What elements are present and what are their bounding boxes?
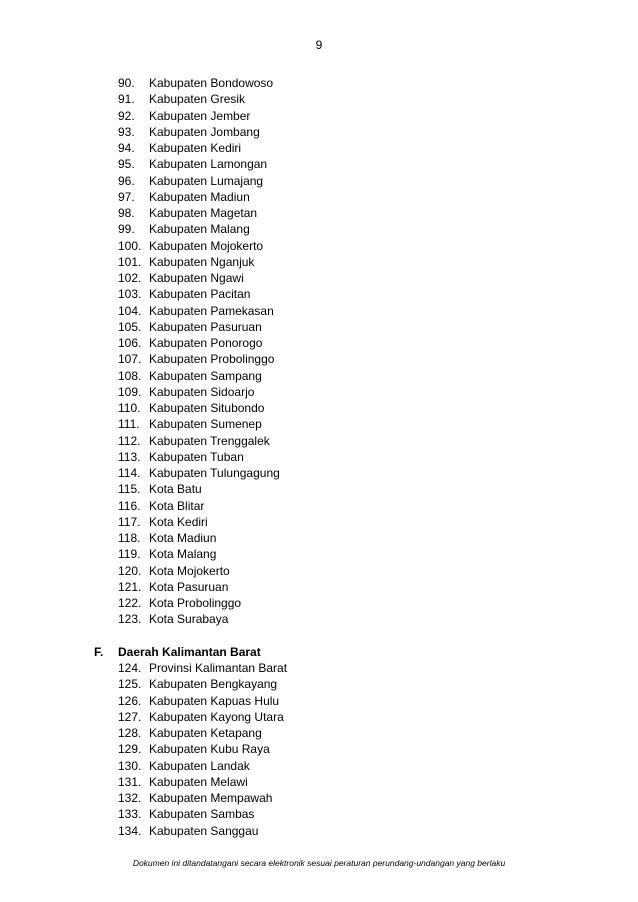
list-item-text: Kabupaten Landak	[149, 758, 250, 773]
list-item	[118, 108, 280, 124]
list-item	[118, 173, 280, 189]
list-item-text: Kabupaten Mojokerto	[149, 238, 264, 253]
list-item-text: Kabupaten Pamekasan	[149, 303, 274, 318]
list-item-number: 123.	[118, 612, 142, 627]
list-item	[118, 514, 280, 530]
list-item-text: Kabupaten Probolinggo	[149, 352, 275, 367]
list-item-number: 103.	[118, 287, 142, 302]
list-item-text: Kabupaten Gresik	[149, 92, 246, 107]
regency-list-west-kalimantan	[118, 660, 287, 839]
list-item-text: Kabupaten Melawi	[149, 774, 248, 789]
list-item-text: Kota Madiun	[149, 531, 217, 545]
list-item-text: Kabupaten Pacitan	[149, 287, 251, 302]
list-item	[118, 579, 280, 595]
list-item-number: 102.	[118, 271, 142, 285]
list-item-text: Kota Pasuruan	[149, 579, 229, 594]
list-item-number: 130.	[118, 758, 142, 773]
list-item	[118, 676, 287, 692]
list-item-number: 119.	[118, 547, 141, 562]
list-item-text: Kabupaten Jombang	[149, 124, 260, 139]
list-item	[118, 140, 280, 156]
list-item-text: Kabupaten Sambas	[149, 807, 255, 822]
section-heading	[94, 644, 261, 660]
list-item-number: 124.	[118, 661, 142, 675]
regency-list-east-java	[118, 75, 280, 628]
list-item-text: Kabupaten Sampang	[149, 368, 262, 383]
list-item-number: 117.	[118, 514, 141, 529]
list-item-text: Kota Surabaya	[149, 612, 229, 627]
list-item-text: Kabupaten Ketapang	[149, 726, 262, 740]
list-item-text: Kabupaten Bondowoso	[149, 76, 274, 90]
list-item	[118, 611, 280, 627]
page-number: 9	[315, 38, 323, 52]
list-item-text: Kota Blitar	[149, 498, 205, 513]
list-item-number: 125.	[118, 677, 142, 692]
list-item	[118, 238, 280, 254]
section-letter: F.	[94, 645, 104, 659]
list-item	[118, 709, 287, 725]
list-item	[118, 725, 287, 741]
list-item-number: 126.	[118, 693, 142, 708]
list-item-number: 113.	[118, 449, 141, 464]
list-item	[118, 693, 287, 709]
list-item-text: Kabupaten Tulungagung	[149, 466, 280, 480]
list-item-text: Kabupaten Sanggau	[149, 823, 259, 838]
list-item	[118, 790, 287, 806]
list-item-number: 114.	[118, 466, 141, 480]
list-item	[118, 498, 280, 514]
list-item-number: 128.	[118, 726, 142, 740]
list-item	[118, 546, 280, 562]
list-item	[118, 823, 287, 839]
list-item-number: 131.	[118, 774, 142, 789]
list-item-number: 104.	[118, 303, 142, 318]
list-item	[118, 741, 287, 757]
section-title: Daerah Kalimantan Barat	[118, 645, 261, 659]
list-item-number: 109.	[118, 384, 142, 399]
list-item	[118, 124, 280, 140]
list-item-number: 127.	[118, 709, 142, 724]
list-item-number: 112.	[118, 433, 141, 448]
list-item-number: 134.	[118, 823, 142, 838]
list-item-text: Provinsi Kalimantan Barat	[149, 661, 288, 675]
list-item-text: Kabupaten Ngawi	[149, 271, 244, 285]
list-item	[118, 530, 280, 546]
list-item-number: 90.	[118, 76, 135, 90]
list-item-number: 118.	[118, 531, 141, 545]
list-item-text: Kabupaten Kubu Raya	[149, 742, 270, 757]
list-item-text: Kota Mojokerto	[149, 563, 230, 578]
list-item	[118, 433, 280, 449]
list-item	[118, 319, 280, 335]
list-item-text: Kabupaten Sidoarjo	[149, 384, 255, 399]
list-item-number: 97.	[118, 189, 135, 204]
list-item	[118, 205, 280, 221]
list-item-number: 91.	[118, 92, 135, 107]
list-item-number: 133.	[118, 807, 142, 822]
list-item-number: 129.	[118, 742, 142, 757]
list-item-text: Kabupaten Trenggalek	[149, 433, 270, 448]
list-item	[118, 806, 287, 822]
list-item-text: Kabupaten Kapuas Hulu	[149, 693, 280, 708]
list-item-text: Kabupaten Kayong Utara	[149, 709, 284, 724]
list-item-text: Kabupaten Pasuruan	[149, 319, 262, 334]
list-item-text: Kabupaten Magetan	[149, 206, 258, 220]
list-item-number: 95.	[118, 157, 135, 172]
list-item-number: 99.	[118, 222, 135, 237]
list-item-number: 93.	[118, 124, 135, 139]
list-item	[118, 91, 280, 107]
list-item	[118, 335, 280, 351]
list-item	[118, 384, 280, 400]
list-item	[118, 156, 280, 172]
list-item-number: 105.	[118, 319, 142, 334]
list-item	[118, 465, 280, 481]
list-item	[118, 400, 280, 416]
list-item-number: 122.	[118, 596, 142, 610]
list-item-number: 106.	[118, 336, 142, 350]
list-item-text: Kabupaten Mempawah	[149, 791, 273, 805]
list-item-number: 98.	[118, 206, 135, 220]
list-item-number: 92.	[118, 108, 135, 123]
list-item	[118, 221, 280, 237]
list-item	[118, 75, 280, 91]
list-item-text: Kabupaten Bengkayang	[149, 677, 278, 692]
list-item-number: 121.	[118, 579, 142, 594]
list-item-text: Kabupaten Ponorogo	[149, 336, 263, 350]
list-item-number: 101.	[118, 254, 142, 269]
footer-note: Dokumen ini ditandatangani secara elektronik sesuai peraturan perundang-undangan yang berlaku	[132, 858, 506, 868]
list-item	[118, 416, 280, 432]
list-item-number: 115.	[118, 482, 141, 497]
list-item-text: Kota Batu	[149, 482, 202, 497]
list-item	[118, 270, 280, 286]
list-item	[118, 758, 287, 774]
list-item-text: Kabupaten Nganjuk	[149, 254, 255, 269]
list-item-text: Kabupaten Kediri	[149, 141, 242, 155]
list-item	[118, 303, 280, 319]
list-item	[118, 368, 280, 384]
list-item	[118, 286, 280, 302]
list-item-number: 132.	[118, 791, 142, 805]
list-item-text: Kabupaten Lumajang	[149, 173, 264, 188]
list-item-text: Kota Malang	[149, 547, 217, 562]
list-item-text: Kota Kediri	[149, 514, 208, 529]
list-item-number: 120.	[118, 563, 142, 578]
list-item	[118, 595, 280, 611]
list-item-number: 111.	[118, 417, 140, 432]
list-item-number: 116.	[118, 498, 141, 513]
list-item-number: 96.	[118, 173, 135, 188]
list-item	[118, 254, 280, 270]
list-item-text: Kabupaten Lamongan	[149, 157, 268, 172]
list-item	[118, 481, 280, 497]
list-item	[118, 563, 280, 579]
list-item	[118, 774, 287, 790]
list-item-text: Kabupaten Malang	[149, 222, 250, 237]
list-item-number: 110.	[118, 401, 141, 415]
list-item	[118, 351, 280, 367]
list-item-text: Kabupaten Tuban	[149, 449, 244, 464]
list-item-number: 107.	[118, 352, 142, 367]
list-item-text: Kabupaten Situbondo	[149, 401, 265, 415]
list-item-text: Kota Probolinggo	[149, 596, 242, 610]
list-item-number: 108.	[118, 368, 142, 383]
list-item	[118, 449, 280, 465]
list-item-number: 100.	[118, 238, 142, 253]
list-item-text: Kabupaten Sumenep	[149, 417, 262, 432]
list-item-text: Kabupaten Madiun	[149, 189, 250, 204]
list-item	[118, 660, 287, 676]
list-item-text: Kabupaten Jember	[149, 108, 251, 123]
list-item	[118, 189, 280, 205]
list-item-number: 94.	[118, 141, 135, 155]
